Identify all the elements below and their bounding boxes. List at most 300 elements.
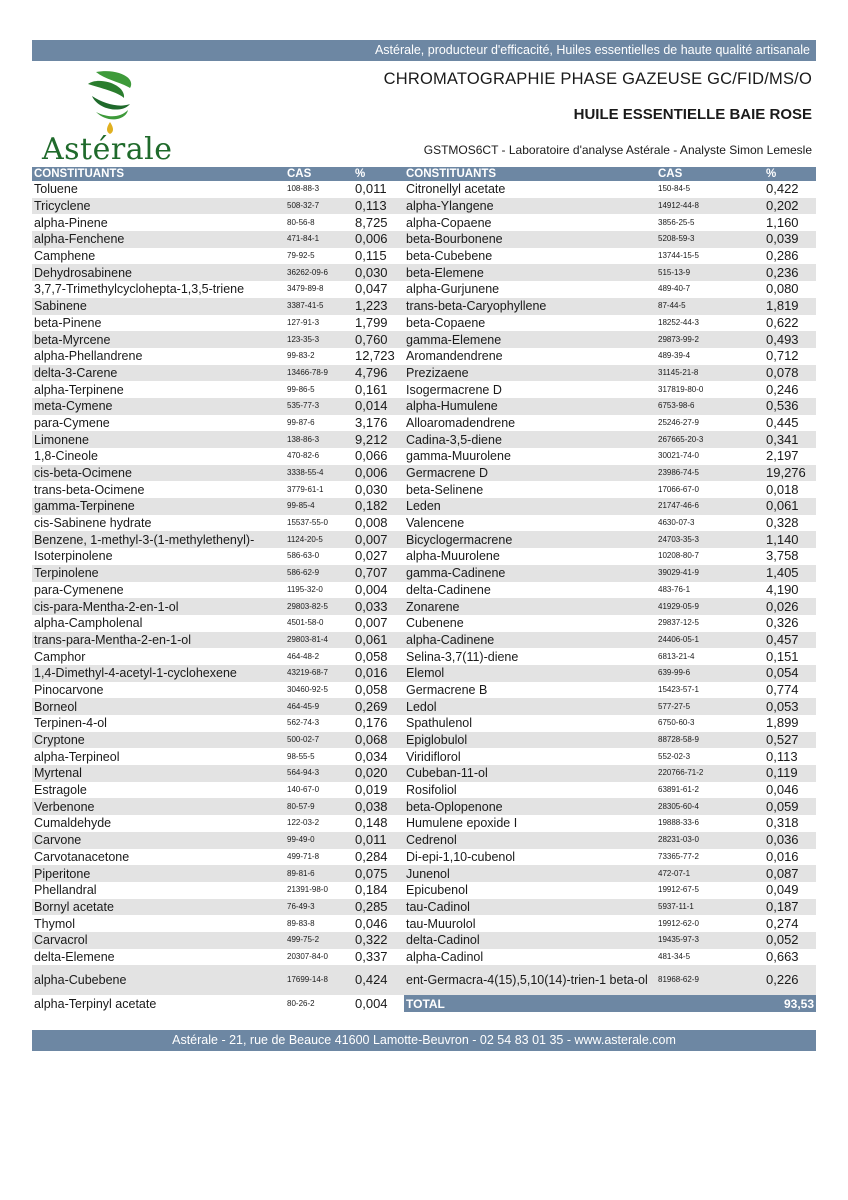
percentage-value: 0,712 [766, 348, 799, 364]
table-row [32, 381, 816, 398]
table-row [32, 214, 816, 231]
constituent-name: delta-3-Carene [32, 365, 285, 382]
percentage-value: 0,184 [355, 882, 388, 898]
cas-number: 267665-20-3 [656, 431, 764, 448]
cas-number: 99-49-0 [285, 832, 353, 849]
constituent-name: alpha-Cubebene [32, 965, 285, 995]
table-row [32, 665, 816, 682]
cas-number: 30460-92-5 [287, 684, 328, 694]
constituent-name: cis-para-Mentha-2-en-1-ol [32, 598, 285, 615]
cas-number: 472-07-1 [656, 865, 764, 882]
percentage-value: 0,011 [355, 181, 387, 197]
cas-number: 89-83-8 [287, 918, 315, 928]
cas-number: 24703-35-3 [656, 531, 764, 548]
percentage-value: 0,030 [355, 481, 388, 497]
percentage-value: 0,113 [353, 198, 404, 215]
constituent-name: alpha-Copaene [406, 215, 492, 230]
col-header-cas: CAS [285, 167, 353, 181]
percentage-value: 0,328 [766, 515, 799, 531]
cas-number: 464-45-9 [285, 698, 353, 715]
constituent-name: alpha-Terpinyl acetate [34, 996, 157, 1011]
table-row [32, 398, 816, 415]
table-row [32, 264, 816, 281]
table-row [32, 748, 816, 765]
cas-number: 499-75-2 [285, 932, 353, 949]
cas-number: 21747-46-6 [656, 498, 764, 515]
percentage-value: 0,053 [764, 698, 816, 715]
constituent-name: alpha-Gurjunene [406, 282, 500, 297]
cas-number: 87-44-5 [656, 298, 764, 315]
leaf-drop-icon [38, 66, 198, 136]
constituent-name: Alloaromadendrene [406, 415, 516, 430]
percentage-value: 0,115 [355, 248, 387, 264]
constituent-name: Piperitone [32, 865, 285, 882]
constituent-name: Zonarene [404, 598, 656, 615]
percentage-value: 0,046 [355, 915, 388, 931]
constituent-name: meta-Cymene [32, 398, 285, 415]
cas-number: 19888-33-6 [658, 818, 699, 828]
table-row [32, 515, 816, 532]
constituent-name: delta-Cadinol [404, 932, 656, 949]
constituent-name: beta-Cubebene [406, 249, 493, 264]
percentage-value: 0,036 [764, 832, 816, 849]
constituent-name: delta-Elemene [34, 949, 115, 964]
percentage-value: 3,176 [355, 414, 388, 430]
cas-number: 220766-71-2 [656, 765, 764, 782]
constituent-name: Sabinene [32, 298, 285, 315]
logo-wordmark: Astérale [42, 132, 173, 167]
cas-number: 99-87-6 [287, 417, 315, 427]
constituent-name: Myrtenal [32, 765, 285, 782]
constituent-name: beta-Bourbonene [404, 231, 656, 248]
cas-number: 17066-67-0 [658, 484, 699, 494]
table-header-row [32, 167, 816, 181]
cas-number: 80-26-2 [287, 998, 315, 1008]
percentage-value: 0,182 [353, 498, 404, 515]
col-header-pct: % [353, 167, 404, 181]
table-row [32, 198, 816, 215]
constituent-name: tau-Muurolol [406, 916, 476, 931]
cas-number: 6813-21-4 [658, 651, 695, 661]
percentage-value: 0,760 [353, 331, 404, 348]
percentage-value: 12,723 [355, 348, 395, 364]
percentage-value: 0,707 [353, 565, 404, 582]
cas-number: 14912-44-8 [656, 198, 764, 215]
table-row [32, 181, 816, 198]
cas-number: 3387-41-5 [285, 298, 353, 315]
constituent-name: alpha-Cadinene [404, 632, 656, 649]
constituent-name: Valencene [406, 516, 465, 531]
constituent-name: Citronellyl acetate [406, 182, 506, 197]
constituent-name: alpha-Pinene [34, 215, 108, 230]
table-row [32, 298, 816, 315]
cas-number: 25246-27-9 [658, 417, 699, 427]
percentage-value: 0,016 [353, 665, 404, 682]
constituent-name: trans-para-Mentha-2-en-1-ol [32, 632, 285, 649]
percentage-value: 0,034 [355, 748, 388, 764]
cas-number: 41929-05-9 [656, 598, 764, 615]
table-row [32, 415, 816, 432]
percentage-value: 0,078 [764, 365, 816, 382]
percentage-value: 0,113 [766, 748, 798, 764]
percentage-value: 0,016 [766, 848, 799, 864]
cas-number: 564-94-3 [285, 765, 353, 782]
table-row [32, 615, 816, 632]
percentage-value: 0,059 [764, 798, 816, 815]
constituent-name: cis-beta-Ocimene [32, 465, 285, 482]
cas-number: 20307-84-0 [287, 951, 328, 961]
constituent-name: Camphor [34, 649, 86, 664]
percentage-value: 0,187 [764, 899, 816, 916]
constituent-name: alpha-Humulene [404, 398, 656, 415]
table-row [32, 815, 816, 832]
constituent-name: Isogermacrene D [406, 382, 502, 397]
constituent-name: alpha-Muurolene [406, 549, 500, 564]
percentage-value: 0,087 [764, 865, 816, 882]
constituent-name: Cubeban-11-ol [404, 765, 656, 782]
percentage-value: 0,020 [353, 765, 404, 782]
table-row [32, 565, 816, 582]
cas-number: 6753-98-6 [656, 398, 764, 415]
percentage-value: 0,039 [764, 231, 816, 248]
table-row [32, 348, 816, 365]
constituent-name: alpha-Ylangene [404, 198, 656, 215]
table-row [32, 248, 816, 265]
percentage-value: 0,226 [764, 965, 816, 995]
percentage-value: 1,405 [764, 565, 816, 582]
cas-number: 499-71-8 [287, 851, 320, 861]
composition-table [32, 167, 816, 1012]
constituent-name: Carvone [32, 832, 285, 849]
cas-number: 13744-15-5 [658, 251, 699, 261]
constituent-name: ent-Germacra-4(15),5,10(14)-trien-1 beta-ol [404, 965, 656, 995]
percentage-value: 0,061 [353, 632, 404, 649]
constituent-name: alpha-Campholenal [34, 616, 143, 631]
constituent-name: Rosifoliol [406, 783, 457, 798]
percentage-value: 2,197 [766, 448, 799, 464]
constituent-name: alpha-Phellandrene [34, 349, 143, 364]
cas-number: 5937-11-1 [656, 899, 764, 916]
constituent-name: gamma-Muurolene [406, 449, 511, 464]
cas-number: 4501-58-0 [287, 618, 324, 628]
cas-number: 108-88-3 [287, 184, 320, 194]
cas-number: 76-49-3 [285, 899, 353, 916]
cas-number: 500-02-7 [285, 732, 353, 749]
cas-number: 17699-14-8 [285, 965, 353, 995]
constituent-name: alpha-Fenchene [32, 231, 285, 248]
constituent-name: Benzene, 1-methyl-3-(1-methylethenyl)- [32, 531, 285, 548]
percentage-value: 4,796 [353, 365, 404, 382]
cas-number: 489-39-4 [658, 351, 691, 361]
percentage-value: 0,066 [355, 448, 388, 464]
percentage-value: 19,276 [764, 465, 816, 482]
cas-number: 98-55-5 [287, 751, 315, 761]
constituent-name: Camphene [34, 249, 96, 264]
document-title: CHROMATOGRAPHIE PHASE GAZEUSE GC/FID/MS/O [383, 70, 812, 88]
constituent-name: trans-beta-Ocimene [34, 482, 145, 497]
percentage-value: 0,038 [353, 798, 404, 815]
cas-number: 73365-77-2 [658, 851, 699, 861]
percentage-value: 0,061 [764, 498, 816, 515]
constituent-name: Dehydrosabinene [32, 264, 285, 281]
cas-number: 29803-81-4 [285, 632, 353, 649]
cas-number: 29837-12-5 [658, 618, 699, 628]
constituent-name: Isoterpinolene [34, 549, 113, 564]
table-row [32, 365, 816, 382]
percentage-value: 0,318 [766, 815, 799, 831]
constituent-name: Verbenone [32, 798, 285, 815]
constituent-name: beta-Copaene [406, 315, 486, 330]
cas-number: 24406-05-1 [656, 632, 764, 649]
cas-number: 29803-82-5 [285, 598, 353, 615]
document-subtitle: HUILE ESSENTIELLE BAIE ROSE [573, 106, 812, 123]
constituent-name: Germacrene D [404, 465, 656, 482]
cas-number: 3479-89-8 [287, 284, 324, 294]
cas-number: 99-86-5 [287, 384, 315, 394]
constituent-name: gamma-Cadinene [404, 565, 656, 582]
percentage-value: 0,445 [766, 414, 799, 430]
percentage-value: 0,284 [355, 848, 388, 864]
cas-number: 30021-74-0 [658, 451, 699, 461]
percentage-value: 0,047 [355, 281, 388, 297]
cas-number: 464-48-2 [287, 651, 320, 661]
constituent-name: Thymol [34, 916, 75, 931]
cas-number: 483-76-1 [658, 584, 691, 594]
percentage-value: 0,527 [764, 732, 816, 749]
lab-info: GSTMOS6CT - Laboratoire d'analyse Astérale - Analyste Simon Lemesle [423, 143, 812, 157]
percentage-value: 1,819 [764, 298, 816, 315]
table-row [32, 949, 816, 966]
percentage-value: 3,758 [766, 548, 799, 564]
percentage-value: 4,190 [766, 581, 799, 597]
cas-number: 150-84-5 [658, 184, 691, 194]
percentage-value: 0,058 [355, 648, 388, 664]
percentage-value: 0,274 [766, 915, 799, 931]
percentage-value: 0,236 [764, 264, 816, 281]
table-row [32, 732, 816, 749]
total-spacer [656, 995, 764, 1012]
percentage-value: 0,011 [353, 832, 404, 849]
table-row [32, 832, 816, 849]
constituent-name: beta-Elemene [404, 264, 656, 281]
percentage-value: 0,006 [353, 465, 404, 482]
percentage-value: 0,007 [355, 615, 388, 631]
cas-number: 127-91-3 [287, 317, 320, 327]
constituent-name: trans-beta-Caryophyllene [404, 298, 656, 315]
constituent-name: Viridiflorol [406, 749, 461, 764]
percentage-value: 0,018 [766, 481, 799, 497]
percentage-value: 0,457 [764, 632, 816, 649]
percentage-value: 0,052 [764, 932, 816, 949]
percentage-value: 0,008 [355, 515, 388, 531]
cas-number: 515-13-9 [656, 264, 764, 281]
cas-number: 19912-67-5 [658, 885, 699, 895]
constituent-name: alpha-Cadinol [406, 949, 484, 964]
cas-number: 29873-99-2 [656, 331, 764, 348]
percentage-value: 0,774 [766, 681, 799, 697]
percentage-value: 0,424 [353, 965, 404, 995]
percentage-value: 9,212 [353, 431, 404, 448]
constituent-name: Epicubenol [406, 883, 468, 898]
col-header-constituants-2: CONSTITUANTS [404, 167, 656, 181]
cas-number: 6750-60-3 [658, 718, 695, 728]
footer-address: Astérale - 21, rue de Beauce 41600 Lamotte-Beuvron - 02 54 83 01 35 - www.asterale.com [32, 1030, 816, 1051]
percentage-value: 0,151 [766, 648, 799, 664]
table-row [32, 431, 816, 448]
table-row [32, 865, 816, 882]
cas-number: 535-77-3 [285, 398, 353, 415]
constituent-name: beta-Myrcene [32, 331, 285, 348]
constituent-name: Cubenene [406, 616, 464, 631]
percentage-value: 0,176 [355, 715, 388, 731]
constituent-name: Cryptone [32, 732, 285, 749]
cas-number: 481-34-5 [658, 951, 691, 961]
percentage-value: 0,049 [766, 882, 799, 898]
cas-number: 140-67-0 [287, 785, 320, 795]
percentage-value: 0,004 [355, 581, 388, 597]
constituent-name: Terpinen-4-ol [34, 716, 107, 731]
constituent-name: beta-Selinene [406, 482, 484, 497]
cas-number: 19912-62-0 [658, 918, 699, 928]
cas-number: 489-40-7 [658, 284, 691, 294]
constituent-name: tau-Cadinol [404, 899, 656, 916]
cas-number: 577-27-5 [656, 698, 764, 715]
table-row [32, 648, 816, 665]
table-row [32, 598, 816, 615]
constituent-name: Di-epi-1,10-cubenol [406, 849, 516, 864]
constituent-name: beta-Pinene [34, 315, 102, 330]
cas-number: 36262-09-6 [285, 264, 353, 281]
constituent-name: Germacrene B [406, 682, 488, 697]
percentage-value: 0,006 [353, 231, 404, 248]
cas-number: 18252-44-3 [658, 317, 699, 327]
cas-number: 5208-59-3 [656, 231, 764, 248]
table-row-total [32, 995, 816, 1012]
constituent-name: Terpinolene [32, 565, 285, 582]
constituent-name: delta-Cadinene [406, 582, 491, 597]
table-row [32, 882, 816, 899]
constituent-name: Toluene [34, 182, 78, 197]
table-row [32, 531, 816, 548]
percentage-value: 0,007 [353, 531, 404, 548]
percentage-value: 0,326 [766, 615, 799, 631]
percentage-value: 1,899 [766, 715, 799, 731]
percentage-value: 0,014 [353, 398, 404, 415]
cas-number: 1195-32-0 [287, 584, 323, 594]
percentage-value: 0,202 [764, 198, 816, 215]
percentage-value: 0,027 [355, 548, 388, 564]
table-row [32, 849, 816, 866]
col-header-pct-2: % [764, 167, 816, 181]
cas-number: 122-03-2 [287, 818, 320, 828]
cas-number: 123-35-3 [285, 331, 353, 348]
cas-number: 3338-55-4 [285, 465, 353, 482]
constituent-name: Carvacrol [32, 932, 285, 949]
constituent-name: Borneol [32, 698, 285, 715]
constituent-name: Limonene [32, 431, 285, 448]
table-row [32, 932, 816, 949]
percentage-value: 0,341 [764, 431, 816, 448]
percentage-value: 0,080 [766, 281, 799, 297]
percentage-value: 0,246 [766, 381, 799, 397]
percentage-value: 0,004 [355, 995, 388, 1011]
constituent-name: para-Cymenene [34, 582, 124, 597]
cas-number: 586-63-0 [287, 551, 320, 561]
constituent-name: Junenol [404, 865, 656, 882]
constituent-name: Tricyclene [32, 198, 285, 215]
constituent-name: 1,4-Dimethyl-4-acetyl-1-cyclohexene [32, 665, 285, 682]
col-header-cas-2: CAS [656, 167, 764, 181]
cas-number: 10208-80-7 [658, 551, 699, 561]
constituent-name: Prezizaene [404, 365, 656, 382]
cas-number: 19435-97-3 [656, 932, 764, 949]
table-row [32, 331, 816, 348]
percentage-value: 0,536 [764, 398, 816, 415]
percentage-value: 0,068 [353, 732, 404, 749]
constituent-name: gamma-Terpinene [32, 498, 285, 515]
constituent-name: Selina-3,7(11)-diene [406, 649, 519, 664]
cas-number: 28231-03-0 [656, 832, 764, 849]
cas-number: 81968-62-9 [656, 965, 764, 995]
cas-number: 23986-74-5 [656, 465, 764, 482]
cas-number: 99-83-2 [287, 351, 315, 361]
table-body [32, 181, 816, 1012]
percentage-value: 1,140 [764, 531, 816, 548]
percentage-value: 0,119 [764, 765, 816, 782]
cas-number: 88728-58-9 [656, 732, 764, 749]
table-row [32, 465, 816, 482]
percentage-value: 0,033 [353, 598, 404, 615]
cas-number: 586-62-9 [285, 565, 353, 582]
composition-table-wrap [32, 167, 816, 1012]
constituent-name: Elemol [404, 665, 656, 682]
percentage-value: 0,493 [764, 331, 816, 348]
percentage-value: 0,286 [766, 248, 799, 264]
percentage-value: 1,223 [353, 298, 404, 315]
cas-number: 89-81-6 [285, 865, 353, 882]
table-row [32, 632, 816, 649]
constituent-name: Carvotanacetone [34, 849, 130, 864]
percentage-value: 1,160 [766, 214, 799, 230]
table-row [32, 798, 816, 815]
percentage-value: 0,161 [355, 381, 388, 397]
table-row [32, 498, 816, 515]
cas-number: 28305-60-4 [656, 798, 764, 815]
constituent-name: Epiglobulol [404, 732, 656, 749]
constituent-name: Cedrenol [404, 832, 656, 849]
constituent-name: alpha-Terpinene [34, 382, 124, 397]
constituent-name: cis-Sabinene hydrate [34, 516, 152, 531]
cas-number: 3779-61-1 [287, 484, 324, 494]
table-row [32, 582, 816, 599]
total-label: TOTAL [404, 995, 656, 1012]
constituent-name: Cadina-3,5-diene [404, 431, 656, 448]
cas-number: 80-56-8 [287, 217, 315, 227]
constituent-name: Estragole [34, 783, 87, 798]
cas-number: 471-84-1 [285, 231, 353, 248]
constituent-name: Aromandendrene [406, 349, 503, 364]
percentage-value: 8,725 [355, 214, 388, 230]
percentage-value: 0,285 [353, 899, 404, 916]
percentage-value: 0,663 [766, 948, 799, 964]
cas-number: 31145-21-8 [656, 365, 764, 382]
cas-number: 43219-68-7 [285, 665, 353, 682]
cas-number: 4630-07-3 [658, 518, 695, 528]
table-row [32, 231, 816, 248]
top-banner: Astérale, producteur d'efficacité, Huiles essentielles de haute qualité artisanale [32, 40, 816, 61]
cas-number: 13466-78-9 [285, 365, 353, 382]
table-row [32, 281, 816, 298]
